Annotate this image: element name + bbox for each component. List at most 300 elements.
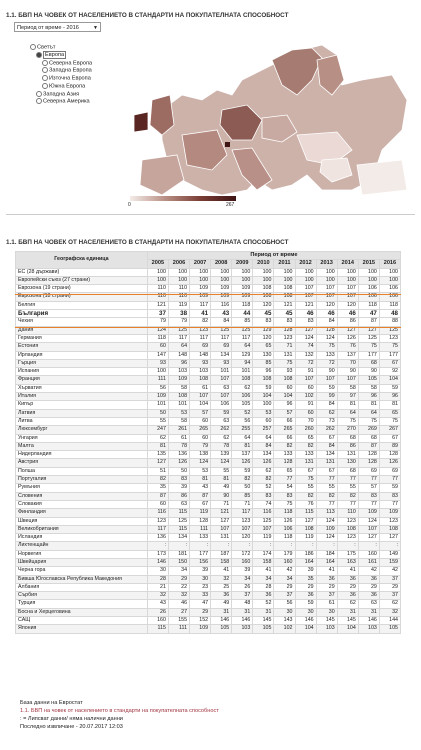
value-cell: 115 [147,625,168,633]
value-cell: 72 [295,359,316,367]
geo-cell: Латвия [16,409,148,417]
value-cell: 106 [232,393,253,401]
value-cell: 83 [274,492,295,500]
value-cell: 69 [379,467,400,475]
value-cell: 109 [379,509,400,517]
value-cell: 100 [211,276,232,284]
value-cell: 34 [274,575,295,583]
value-cell: 107 [337,293,358,301]
value-cell: 115 [295,509,316,517]
radio-icon[interactable] [30,44,36,50]
geo-cell: Швеция [16,517,148,525]
value-cell: 57 [274,409,295,417]
value-cell: 45 [253,310,274,318]
value-cell: 96 [253,368,274,376]
tree-item[interactable] [30,67,92,75]
table-row [16,351,401,359]
value-cell: 160 [232,558,253,566]
geo-cell: Ирландия [16,351,148,359]
value-cell: 108 [295,525,316,533]
value-cell: 68 [337,434,358,442]
value-cell: 100 [168,268,189,276]
value-cell: 164 [295,558,316,566]
value-cell: 41 [211,567,232,575]
tree-item-label: Западна Европа [49,67,92,74]
value-cell: 94 [232,359,253,367]
table-row [16,343,401,351]
value-cell: 67 [295,467,316,475]
geo-cell: Испания [16,368,148,376]
value-cell: 57 [358,484,379,492]
value-cell: 58 [358,384,379,392]
value-cell: 107 [295,285,316,293]
value-cell: 106 [379,293,400,301]
geo-cell: Албания [16,583,148,591]
value-cell: 120 [253,301,274,309]
table-row [16,500,401,508]
value-cell: 113 [316,509,337,517]
geo-cell: Франция [16,376,148,384]
value-cell: 75 [274,500,295,508]
table-body [16,268,401,633]
value-cell: 265 [190,426,211,434]
value-cell: 86 [337,442,358,450]
value-cell: 105 [211,625,232,633]
value-cell: 131 [274,351,295,359]
legend-min-label: 0 [128,202,131,208]
value-cell: 124 [295,334,316,342]
value-cell: 257 [253,426,274,434]
value-cell: 75 [379,417,400,425]
value-cell: 31 [232,608,253,616]
value-cell: 175 [337,550,358,558]
value-cell: 127 [337,326,358,334]
value-cell: 135 [147,451,168,459]
value-cell: 100 [232,268,253,276]
geo-cell: Швейцария [16,558,148,566]
value-cell: 90 [211,492,232,500]
value-cell: 102 [295,393,316,401]
value-cell: 100 [190,276,211,284]
value-cell: 81 [147,442,168,450]
table-row [16,334,401,342]
value-cell: 115 [168,525,189,533]
value-cell: 82 [253,476,274,484]
value-cell: 177 [358,351,379,359]
value-cell: 36 [295,592,316,600]
value-cell: 93 [190,359,211,367]
value-cell: 43 [211,310,232,318]
value-cell: 109 [358,509,379,517]
tree-item[interactable] [30,98,92,106]
tree-item-label: Източна Европа [49,75,91,82]
value-cell: 22 [168,583,189,591]
dataset-link[interactable]: 1.1. БВП на човек от населението в стандарти на покупателната способност [20,708,219,714]
value-cell: 127 [211,517,232,525]
value-cell: 91 [295,368,316,376]
value-cell: 81 [211,476,232,484]
value-cell: 37 [316,592,337,600]
value-cell: 55 [337,484,358,492]
value-cell: 64 [232,343,253,351]
tree-item-label: Светът [37,44,56,51]
value-cell: 100 [337,268,358,276]
value-cell: : [379,542,400,550]
value-cell: 109 [232,293,253,301]
value-cell: 104 [379,376,400,384]
value-cell: 63 [358,600,379,608]
europe-map[interactable] [122,40,412,200]
value-cell: 77 [316,476,337,484]
value-cell: 124 [316,534,337,542]
value-cell: 84 [316,318,337,326]
value-cell: 102 [274,625,295,633]
radio-icon[interactable] [42,60,48,66]
map-legend-bar [130,196,236,201]
value-cell: : [190,542,211,550]
value-cell: 65 [253,343,274,351]
table-row [16,509,401,517]
highlight-line-bottom [15,327,401,328]
value-cell: 172 [232,550,253,558]
value-cell: 71 [232,500,253,508]
value-cell: 45 [274,310,295,318]
value-cell: 90 [316,368,337,376]
section-title: 1.1. БВП НА ЧОВЕК ОТ НАСЕЛЕНИЕТО В СТАНДАРТИ НА ПОКУПАТЕЛНАТА СПОСОБНОСТ [6,239,289,246]
value-cell: 133 [295,451,316,459]
value-cell: 37 [232,592,253,600]
value-cell: 69 [358,467,379,475]
value-cell: 108 [337,525,358,533]
radio-icon[interactable] [42,67,48,73]
value-cell: 64 [232,434,253,442]
value-cell: 100 [274,268,295,276]
value-cell: 181 [168,550,189,558]
value-cell: 64 [358,409,379,417]
value-cell: 67 [316,467,337,475]
geo-cell: Еврозона (18 страни) [16,293,148,301]
value-cell: 60 [190,417,211,425]
radio-icon[interactable] [42,75,48,81]
value-cell: 128 [274,326,295,334]
value-cell: 107 [253,525,274,533]
value-cell: 123 [379,334,400,342]
value-cell: 116 [147,509,168,517]
value-cell: 107 [337,285,358,293]
value-cell: 103 [232,625,253,633]
year-header: 2009 [232,260,253,268]
value-cell: 131 [316,459,337,467]
value-cell: 63 [211,417,232,425]
value-cell: 262 [316,426,337,434]
value-cell: 125 [168,517,189,525]
value-cell: 107 [358,525,379,533]
value-cell: 267 [379,426,400,434]
value-cell: 148 [168,351,189,359]
value-cell: 74 [295,343,316,351]
value-cell: 55 [316,484,337,492]
value-cell: 184 [316,550,337,558]
value-cell: 100 [253,401,274,409]
tree-item[interactable] [30,83,92,91]
geo-cell: Чехия [16,318,148,326]
value-cell: 106 [358,293,379,301]
value-cell: 96 [358,393,379,401]
value-cell: 68 [358,359,379,367]
value-cell: 30 [295,608,316,616]
value-cell: 126 [232,459,253,467]
table-row [16,484,401,492]
value-cell: 119 [168,301,189,309]
value-cell: 37 [379,575,400,583]
value-cell: : [232,542,253,550]
value-cell: 124 [316,517,337,525]
value-cell: 83 [274,318,295,326]
value-cell: 75 [358,343,379,351]
geo-cell: Гърция [16,359,148,367]
radio-icon[interactable] [36,98,42,104]
value-cell: 79 [168,318,189,326]
table-row [16,310,401,318]
value-cell: 132 [295,351,316,359]
value-cell: 174 [253,550,274,558]
value-cell: 59 [211,409,232,417]
value-cell: 145 [316,617,337,625]
geo-cell: Турция [16,600,148,608]
value-cell: 60 [147,500,168,508]
value-cell: 90 [337,368,358,376]
geo-cell: ЕС (28 държави) [16,268,148,276]
geo-cell: Словакия [16,500,148,508]
value-cell: 100 [295,268,316,276]
radio-icon[interactable] [36,91,42,97]
geo-cell: Великобритания [16,525,148,533]
value-cell: 63 [211,384,232,392]
value-cell: 107 [295,293,316,301]
value-cell: 186 [295,550,316,558]
value-cell: 70 [337,359,358,367]
value-cell: 68 [358,434,379,442]
period-select[interactable] [14,22,101,32]
value-cell: 100 [316,276,337,284]
value-cell: 48 [379,310,400,318]
geo-cell: Нидерландия [16,451,148,459]
value-cell: 75 [316,343,337,351]
value-cell: 100 [253,268,274,276]
year-header: 2014 [337,260,358,268]
value-cell: 34 [168,567,189,575]
legend-max-label: 267 [226,202,235,208]
value-cell: 67 [379,359,400,367]
value-cell: 110 [337,509,358,517]
value-cell: 104 [295,625,316,633]
value-cell: 39 [295,567,316,575]
table-row [16,268,401,276]
value-cell: 146 [232,617,253,625]
value-cell: 36 [337,575,358,583]
value-cell: 123 [337,517,358,525]
table-row [16,592,401,600]
page-title: 1.1. БВП НА ЧОВЕК ОТ НАСЕЛЕНИЕТО В СТАНДАРТИ НА ПОКУПАТЕЛНАТА СПОСОБНОСТ [6,12,289,19]
value-cell: 100 [295,276,316,284]
value-cell: 164 [316,558,337,566]
value-cell: 50 [232,484,253,492]
value-cell: 36 [358,592,379,600]
value-cell: 123 [274,334,295,342]
value-cell: 32 [211,575,232,583]
value-cell: 25 [211,583,232,591]
geo-cell: Румъния [16,484,148,492]
value-cell: 105 [358,376,379,384]
value-cell: : [358,542,379,550]
value-cell: : [316,542,337,550]
value-cell: 103 [190,368,211,376]
value-cell: 59 [379,384,400,392]
geo-cell: Естония [16,343,148,351]
value-cell: 100 [253,276,274,284]
value-cell: 30 [274,608,295,616]
value-cell: 82 [295,442,316,450]
table-row [16,567,401,575]
value-cell: 107 [295,376,316,384]
value-cell: 35 [147,484,168,492]
tree-item[interactable] [30,52,92,60]
value-cell: 37 [274,592,295,600]
value-cell: 21 [147,583,168,591]
value-cell: 107 [190,393,211,401]
value-cell: 128 [316,326,337,334]
value-cell: 261 [168,426,189,434]
geo-cell: Япония [16,625,148,633]
value-cell: 60 [147,343,168,351]
value-cell: 29 [316,583,337,591]
value-cell: 146 [147,558,168,566]
value-cell: 126 [253,459,274,467]
value-cell: 49 [211,600,232,608]
geo-cell: Хърватия [16,384,148,392]
value-cell: 77 [379,500,400,508]
value-cell: 83 [168,476,189,484]
value-cell: 121 [211,509,232,517]
tree-item[interactable] [30,75,92,83]
value-cell: 62 [253,467,274,475]
value-cell: 107 [316,376,337,384]
value-cell: 44 [232,310,253,318]
value-cell: 83 [379,492,400,500]
value-cell: 158 [253,558,274,566]
value-cell: 71 [274,343,295,351]
geo-cell: Дания [16,326,148,334]
table-row [16,476,401,484]
section-divider [6,214,415,215]
value-cell: 34 [232,575,253,583]
value-cell: 33 [190,592,211,600]
value-cell: 82 [274,442,295,450]
value-cell: 100 [190,268,211,276]
value-cell: 31 [337,608,358,616]
value-cell: 125 [232,326,253,334]
value-cell: 64 [253,434,274,442]
tree-item[interactable] [30,91,92,99]
value-cell: 70 [295,417,316,425]
value-cell: 247 [147,426,168,434]
value-cell: 105 [232,401,253,409]
value-cell: 37 [147,310,168,318]
value-cell: 23 [190,583,211,591]
table-row [16,276,401,284]
value-cell: 96 [168,359,189,367]
value-cell: 58 [168,384,189,392]
value-cell: 128 [379,451,400,459]
value-cell: 82 [295,492,316,500]
table-row [16,492,401,500]
chevron-down-icon: ▼ [93,25,98,31]
value-cell: 179 [274,550,295,558]
year-header: 2015 [358,260,379,268]
value-cell: 75 [358,417,379,425]
value-cell: 110 [147,293,168,301]
year-header: 2012 [295,260,316,268]
value-cell: 127 [358,534,379,542]
value-cell: 155 [168,617,189,625]
value-cell: 127 [358,326,379,334]
value-cell: 156 [190,558,211,566]
value-cell: 109 [211,293,232,301]
value-cell: 62 [211,434,232,442]
value-cell: 32 [379,608,400,616]
value-cell: 32 [168,592,189,600]
value-cell: 136 [168,451,189,459]
table-row [16,608,401,616]
value-cell: 146 [358,617,379,625]
value-cell: : [253,542,274,550]
value-cell: 133 [274,451,295,459]
table-row [16,467,401,475]
value-cell: 108 [253,285,274,293]
value-cell: 29 [274,583,295,591]
value-cell: 81 [379,401,400,409]
value-cell: 101 [211,368,232,376]
value-cell: 109 [190,293,211,301]
value-cell: 77 [337,476,358,484]
value-cell: 53 [190,467,211,475]
table-row [16,393,401,401]
value-cell: 36 [253,592,274,600]
radio-icon[interactable] [42,83,48,89]
radio-icon[interactable] [36,52,42,58]
tree-item[interactable] [30,60,92,68]
table-row [16,459,401,467]
value-cell: 59 [295,600,316,608]
value-cell: 90 [358,368,379,376]
value-cell: 52 [253,600,274,608]
value-cell: 127 [379,534,400,542]
value-cell: 120 [232,534,253,542]
value-cell: 131 [211,534,232,542]
value-cell: 124 [147,326,168,334]
table-row [16,442,401,450]
value-cell: 39 [232,567,253,575]
value-cell: 28 [147,575,168,583]
geo-cell: Португалия [16,476,148,484]
value-cell: 109 [211,285,232,293]
value-cell: 109 [190,285,211,293]
value-cell: 46 [295,310,316,318]
value-cell: 120 [253,334,274,342]
value-cell: 127 [295,326,316,334]
value-cell: 109 [316,525,337,533]
value-cell: 78 [211,442,232,450]
